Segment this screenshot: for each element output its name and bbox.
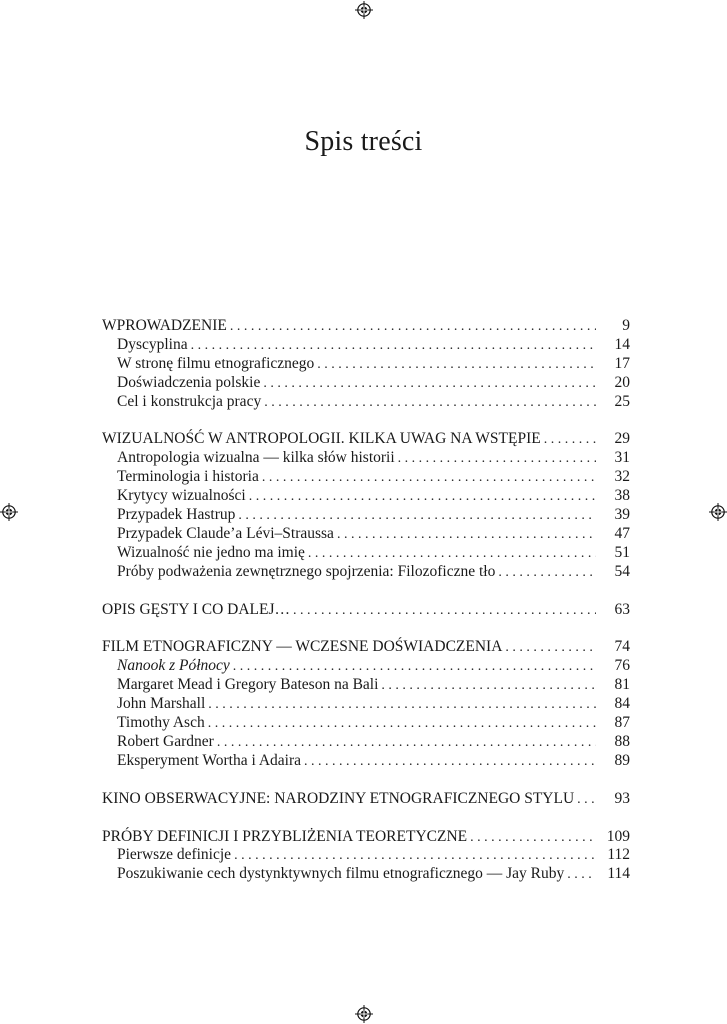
page-number: 88	[614, 732, 630, 750]
toc-entry-title: John Marshall	[117, 695, 206, 713]
dot-leader	[208, 715, 596, 734]
toc-entry[interactable]	[102, 355, 630, 374]
page-number: 38	[614, 487, 630, 505]
toc-chapter-title: WIZUALNOŚĆ W ANTROPOLOGII. KILKA UWAG NA WSTĘPIE	[102, 430, 541, 448]
page-number: 39	[614, 506, 630, 524]
page-number: 81	[614, 676, 630, 694]
dot-leader	[308, 545, 596, 564]
dot-leader	[230, 318, 596, 337]
page-number: 20	[614, 373, 630, 391]
table-of-contents	[102, 317, 630, 903]
toc-entry-title: Pierwsze definicje	[117, 846, 232, 864]
page-number: 76	[614, 657, 630, 675]
page-number: 87	[614, 714, 630, 732]
dot-leader	[567, 866, 596, 885]
toc-entry[interactable]	[102, 506, 630, 525]
page-number: 32	[614, 468, 630, 486]
page-number: 31	[614, 449, 630, 467]
page-number: 109	[606, 827, 630, 845]
page-number: 17	[614, 354, 630, 372]
toc-entry[interactable]	[102, 733, 630, 752]
toc-entry-title: Timothy Asch	[117, 714, 205, 732]
dot-leader	[337, 526, 596, 545]
dot-leader	[317, 356, 596, 375]
toc-chapter-heading[interactable]	[102, 790, 630, 809]
toc-chapter-heading[interactable]	[102, 638, 630, 657]
toc-entry-title: Robert Gardner	[117, 732, 214, 750]
dot-leader	[381, 677, 596, 696]
toc-chapter-title: OPIS GĘSTY I CO DALEJ…	[102, 600, 291, 618]
page-number: 54	[614, 562, 630, 580]
toc-section	[102, 601, 630, 620]
toc-entry[interactable]	[102, 487, 630, 506]
dot-leader	[293, 602, 596, 621]
toc-entry-title: Terminologia i historia	[117, 468, 259, 486]
toc-entry[interactable]	[102, 336, 630, 355]
page-number: 89	[614, 751, 630, 769]
toc-section	[102, 790, 630, 809]
toc-chapter-title: KINO OBSERWACYJNE: NARODZINY ETNOGRAFICZNEGO STYLU	[102, 789, 575, 807]
toc-entry-title: Poszukiwanie cech dystynktywnych filmu etnograficznego — Jay Ruby	[117, 865, 565, 883]
page-number: 47	[614, 524, 630, 542]
toc-entry-title: Eksperyment Wortha i Adaira	[117, 751, 301, 769]
toc-entry[interactable]	[102, 525, 630, 544]
dot-leader	[304, 753, 596, 772]
page-number: 29	[614, 430, 630, 448]
toc-entry-title: W stronę filmu etnograficznego	[117, 354, 315, 372]
page-number: 84	[614, 695, 630, 713]
dot-leader	[498, 564, 596, 583]
toc-entry[interactable]	[102, 714, 630, 733]
toc-entry[interactable]	[102, 374, 630, 393]
dot-leader	[505, 639, 596, 658]
toc-section	[102, 317, 630, 411]
toc-section	[102, 638, 630, 770]
page-number: 114	[607, 865, 630, 883]
dot-leader	[233, 658, 596, 677]
toc-section	[102, 828, 630, 885]
toc-entry[interactable]	[102, 393, 630, 412]
page-number: 25	[614, 392, 630, 410]
page-number: 14	[614, 335, 630, 353]
toc-entry[interactable]	[102, 865, 630, 884]
dot-leader	[262, 469, 596, 488]
toc-entry[interactable]	[102, 657, 630, 676]
toc-entry-title: Dyscyplina	[117, 335, 188, 353]
toc-entry-title: Wizualność nie jedno ma imię	[117, 543, 305, 561]
toc-entry[interactable]	[102, 468, 630, 487]
registration-mark-icon	[355, 1, 373, 19]
page-number: 74	[614, 638, 630, 656]
dot-leader	[577, 791, 596, 810]
toc-entry-title: Antropologia wizualna — kilka słów historii	[117, 449, 395, 467]
dot-leader	[249, 488, 596, 507]
page-number: 9	[622, 317, 630, 334]
toc-entry[interactable]	[102, 695, 630, 714]
dot-leader	[234, 847, 596, 866]
toc-entry-title: Przypadek Hastrup	[117, 506, 236, 524]
dot-leader	[264, 394, 596, 413]
toc-entry-title: Nanook z Północy	[117, 657, 230, 675]
dot-leader	[398, 450, 596, 469]
toc-chapter-title: WPROWADZENIE	[102, 317, 227, 334]
toc-chapter-heading[interactable]	[102, 828, 630, 847]
toc-entry-title: Doświadczenia polskie	[117, 373, 261, 391]
dot-leader	[217, 734, 596, 753]
page-number: 51	[614, 543, 630, 561]
toc-chapter-heading[interactable]	[102, 317, 630, 336]
toc-entry[interactable]	[102, 752, 630, 771]
toc-entry-title: Przypadek Claude’a Lévi–Straussa	[117, 524, 334, 542]
dot-leader	[191, 337, 596, 356]
toc-section	[102, 430, 630, 581]
page-number: 112	[607, 846, 630, 864]
registration-mark-icon	[0, 503, 18, 521]
dot-leader	[544, 431, 596, 450]
toc-entry-title: Próby podważenia zewnętrznego spojrzenia: Filozoficzne tło	[117, 562, 496, 580]
dot-leader	[238, 507, 596, 526]
toc-entry[interactable]	[102, 449, 630, 468]
toc-entry-title: Margaret Mead i Gregory Bateson na Bali	[117, 676, 379, 694]
dot-leader	[263, 375, 596, 394]
toc-entry[interactable]	[102, 544, 630, 563]
toc-entry[interactable]	[102, 563, 630, 582]
page-number: 63	[614, 600, 630, 618]
registration-mark-icon	[355, 1005, 373, 1023]
dot-leader	[470, 829, 596, 848]
toc-entry[interactable]	[102, 846, 630, 865]
page-title: Spis treści	[304, 126, 423, 157]
page-number: 93	[614, 789, 630, 807]
toc-chapter-title: PRÓBY DEFINICJI I PRZYBLIŻENIA TEORETYCZNE	[102, 827, 468, 845]
toc-entry-title: Cel i konstrukcja pracy	[117, 392, 262, 410]
toc-entry-title: Krytycy wizualności	[117, 487, 246, 505]
toc-chapter-heading[interactable]	[102, 430, 630, 449]
registration-mark-icon	[709, 503, 727, 521]
toc-chapter-title: FILM ETNOGRAFICZNY — WCZESNE DOŚWIADCZENIA	[102, 638, 503, 656]
toc-entry[interactable]	[102, 676, 630, 695]
dot-leader	[208, 696, 596, 715]
toc-chapter-heading[interactable]	[102, 601, 630, 620]
